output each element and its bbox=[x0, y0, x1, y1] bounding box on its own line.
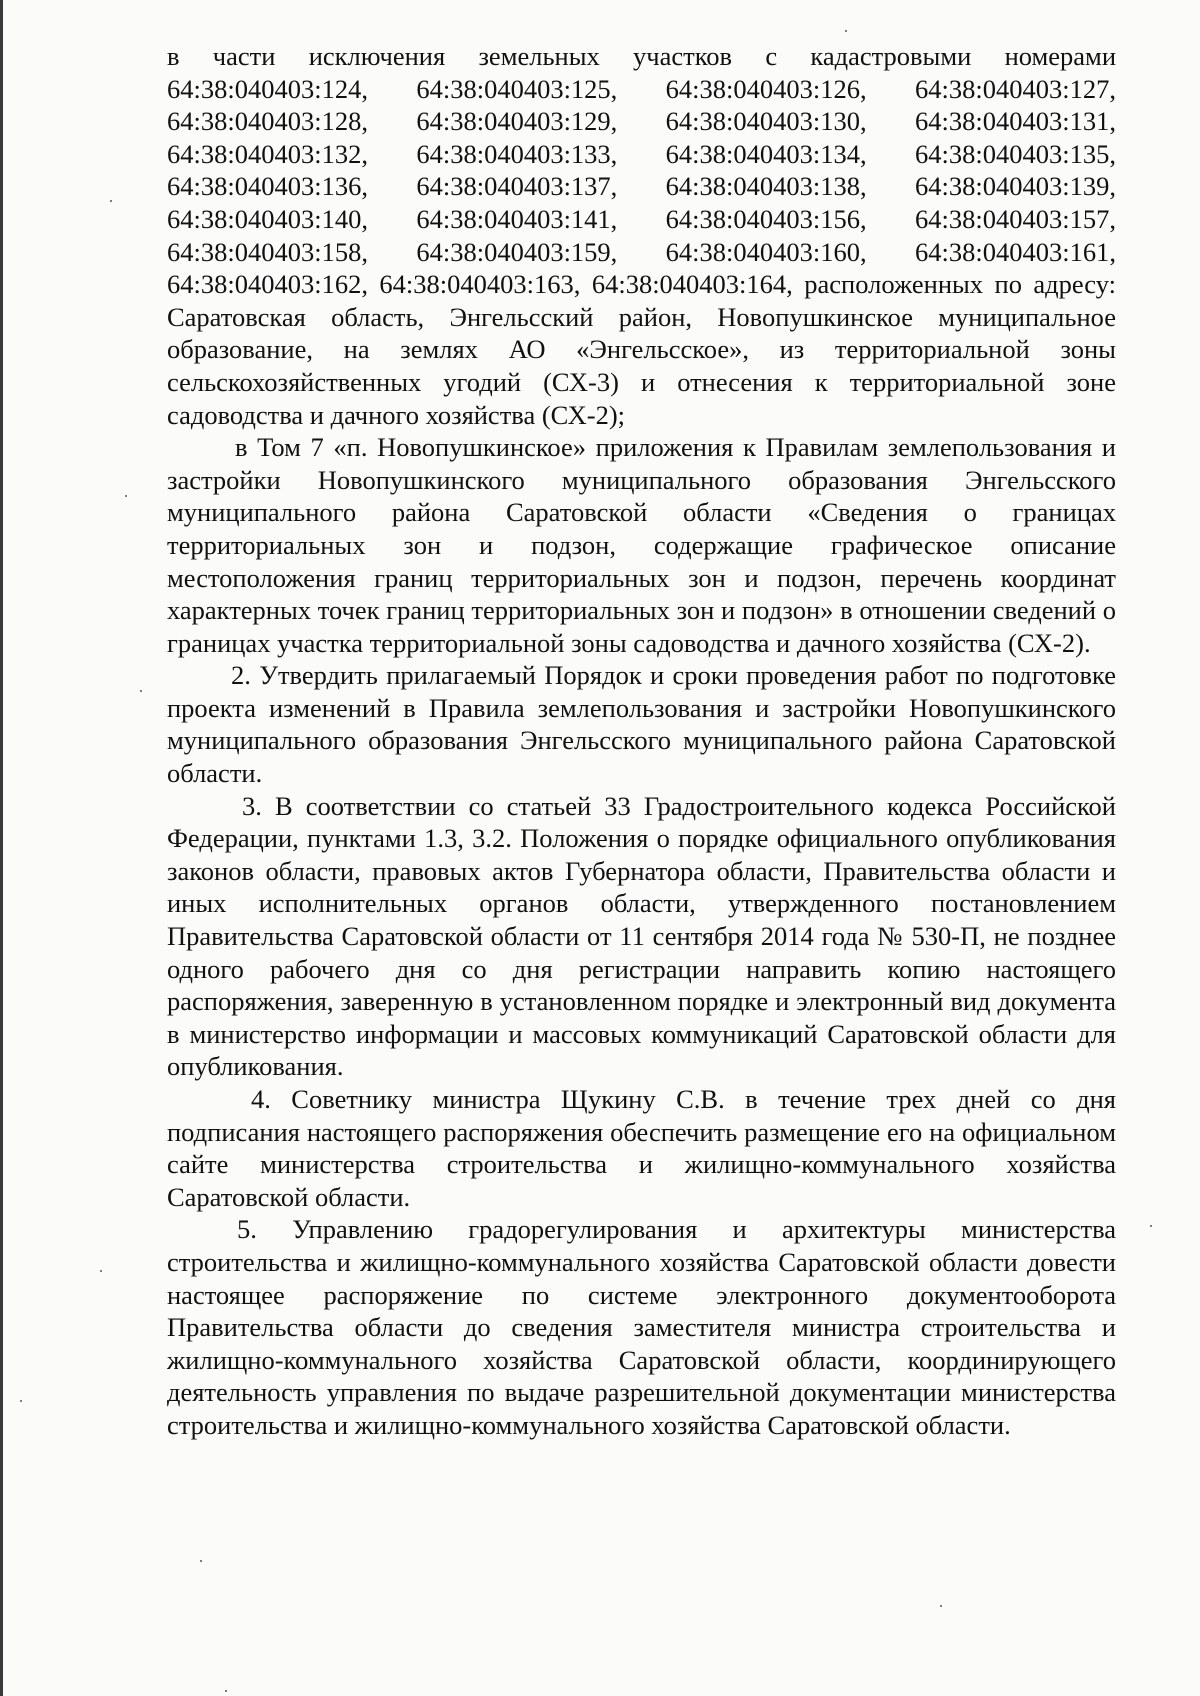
scan-speck bbox=[940, 1605, 942, 1607]
scan-speck bbox=[110, 200, 112, 202]
scan-speck bbox=[20, 1400, 22, 1402]
scan-speck bbox=[125, 495, 127, 497]
paragraph-item-5: 5. Управлению градорегулирования и архитектуры министерства строительства и жилищно-коммунального хозяйства Саратовской области довести настоящее распоряжение по системе электронного документооборота Правительства области до сведения заместителя министра строительства и жилищно-коммунального хозяйства Саратовской области, координирующего деятельность управления по выдаче разрешительной документации министерства строительства и жилищно-коммунального хозяйства Саратовской области. bbox=[167, 1214, 1116, 1440]
paragraph-item-3: 3. В соответствии со статьей 33 Градостроительного кодекса Российской Федерации, пунктами 1.3, 3.2. Положения о порядке официального опубликования законов области, правовых актов Губернатора области, Правительства области и иных исполнительных органов области, утвержденного постановлением Правительства Саратовской области от 11 сентября 2014 года № 530-П, не позднее одного рабочего дня со дня регистрации направить копию настоящего распоряжения, заверенную в установленном порядке и электронный вид документа в министерство информации и массовых коммуникаций Саратовской области для опубликования. bbox=[167, 790, 1116, 1082]
paragraph-zone-exclusion: в части исключения земельных участков с кадастровыми номерами 64:38:040403:124, 64:38:040403:125, 64:38:040403:126, 64:38:040403:127, 64:38:040403:128, 64:38:040403:129, 64:38:040403:130, 64:38:040403:131, 64:38:040403:132, 64:38:040403:133, 64:38:040403:134, 64:38:040403:135, 64:38:040403:136, 64:38:040403:137, 64:38:040403:138, 64:38:040403:139, 64:38:040403:140, 64:38:040403:141, 64:38:040403:156, 64:38:040403:157, 64:38:040403:158, 64:38:040403:159, 64:38:040403:160, 64:38:040403:161, 64:38:040403:162, 64:38:040403:163, 64:38:040403:164, расположенных по адресу: Саратовская область, Энгельсский район, Новопушкинское муниципальное образование, на землях АО «Энгельсское», из территориальной зоны сельскохозяйственных угодий (СХ-3) и отнесения к территориальной зоне садоводства и дачного хозяйства (СХ-2); bbox=[167, 41, 1116, 430]
scan-speck bbox=[100, 1270, 102, 1272]
paragraph-item-4: 4. Советнику министра Щукину С.В. в течение трех дней со дня подписания настоящего распоряжения обеспечить размещение его на официальном сайте министерства строительства и жилищно-коммунального хозяйства Саратовской области. bbox=[167, 1084, 1116, 1212]
scan-speck bbox=[845, 30, 847, 32]
paragraph-volume-7-appendix: в Том 7 «п. Новопушкинское» приложения к Правилам землепользования и застройки Новопушкинского муниципального образования Энгельсского муниципального района Саратовской области «Сведения о границах территориальных зон и подзон, содержащие графическое описание местоположения границ территориальных зон и подзон, перечень координат характерных точек границ территориальных зон и подзон» в отношении сведений о границах участка территориальной зоны садоводства и дачного хозяйства (СХ-2). bbox=[167, 432, 1116, 658]
scan-speck bbox=[1150, 1225, 1152, 1227]
scan-speck bbox=[140, 690, 142, 692]
scan-speck bbox=[200, 1560, 202, 1562]
scan-speck bbox=[225, 1690, 227, 1692]
document-body bbox=[167, 40, 1116, 1442]
paragraph-item-2: 2. Утвердить прилагаемый Порядок и сроки проведения работ по подготовке проекта изменений в Правила землепользования и застройки Новопушкинского муниципального образования Энгельсского муниципального района Саратовской области. bbox=[167, 660, 1116, 789]
scan-left-edge bbox=[0, 0, 3, 1696]
